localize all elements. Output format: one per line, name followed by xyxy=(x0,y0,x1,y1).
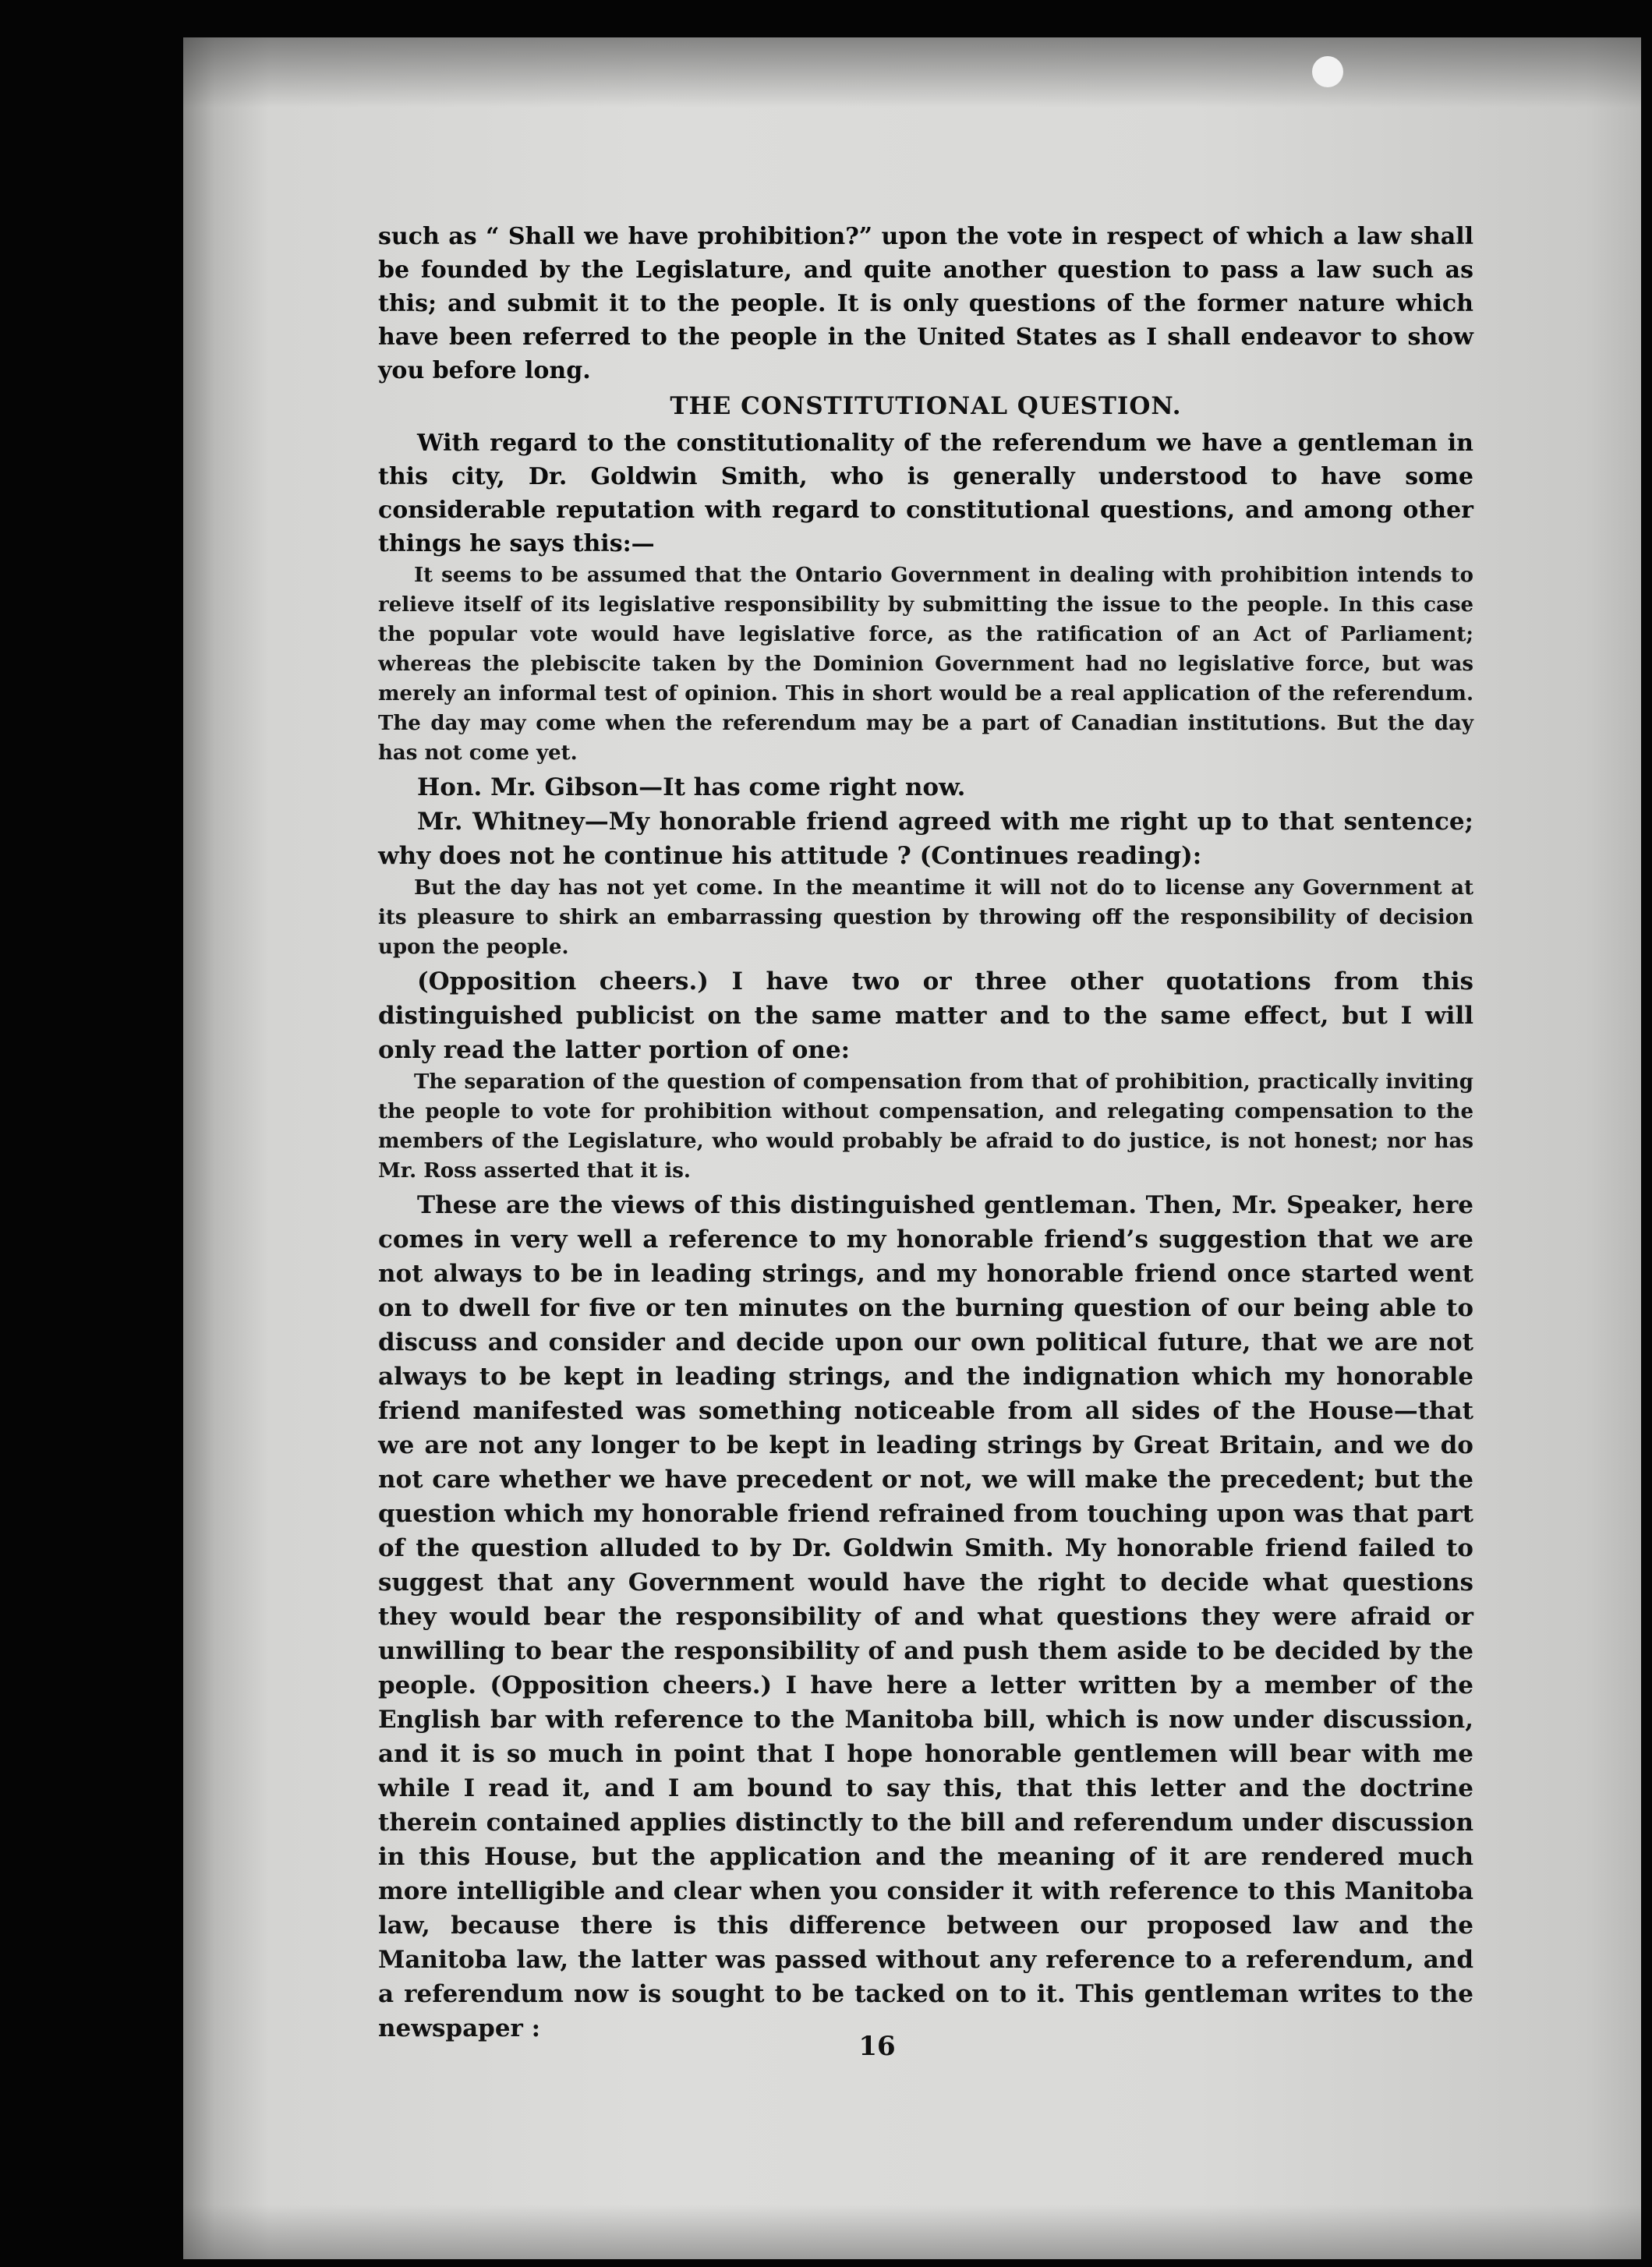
goldwin-smith-quote-1: It seems to be assumed that the Ontario Government in dealing with prohibition intends to relieve itself of its legislative responsibility by submitting the issue to the people. In this case the popular vote would have legislative force, as the ratification of an Act of Parliament; whereas the plebiscite taken by the Dominion Government had no legislative force, but was merely an informal test of opinion. This in short would be a real application of the referendum. The day may come when the referendum may be a part of Canadian institutions. But the day has not come yet. xyxy=(378,564,1473,765)
page-number: 16 xyxy=(858,2031,896,2062)
opposition-cheers-paragraph: (Opposition cheers.) I have two or three other quotations from this distinguished publicist on the same matter and to the same effect, but I will only read the latter portion of one: xyxy=(378,967,1473,1064)
main-argument-paragraph: These are the views of this distinguished gentleman. Then, Mr. Speaker, here comes in very well a reference to my honorable friend’s suggestion that we are not always to be in leading strings, and my honorable friend once started went on to dwell for five or ten minutes on the burning question of our being able to discuss and consider and decide upon our own political future, that we are not always to be kept in leading strings, and the indignation which my honorable friend manifested was something noticeable from all sides of the House—that we are not any longer to be kept in leading strings by Great Britain, and we do not care whether we have precedent or not, we will make the precedent; but the question which my honorable friend refrained from touching upon was that part of the question alluded to by Dr. Goldwin Smith. My honorable friend failed to suggest that any Government would have the right to decide what questions they would bear the responsibility of and what questions they were afraid or unwilling to bear the responsibility of and push them aside to be decided by the people. (Opposition cheers.) I have here a letter written by a member of the English bar with reference to the Manitoba bill, which is now under discussion, and it is so much in point that I hope honorable gentlemen will bear with me while I read it, and I am bound to say this, that this letter and the doctrine therein contained applies distinctly to the bill and referendum under discussion in this House, but the application and the meaning of it are rendered much more intelligible and clear when you consider it with reference to this Manitoba law, because there is this difference between our proposed law and the Manitoba law, the latter was passed without any reference to a referendum, and a referendum now is sought to be tacked on to it. This gentleman writes to the newspaper : xyxy=(378,1191,1473,2042)
page-shadow-bottom xyxy=(183,2205,1641,2259)
page-shadow-top xyxy=(183,37,1641,108)
gibson-interjection: Hon. Mr. Gibson—It has come right now. xyxy=(417,773,966,801)
opening-paragraph: such as “ Shall we have prohibition?” upon the vote in respect of which a law shall be founded by the Legislature, and quite another question to pass a law such as this; and submit it to the people. It is only questions of the former nature which have been referred to the people in the United States as I shall endeavor to show you before long. xyxy=(378,223,1473,384)
page-text xyxy=(378,220,1473,2046)
punch-hole xyxy=(1312,56,1343,87)
goldwin-smith-quote-2: But the day has not yet come. In the meantime it will not do to license any Government at its pleasure to shirk an embarrassing question by throwing off the responsibility of decision upon the people. xyxy=(378,876,1473,959)
whitney-reply: Mr. Whitney—My honorable friend agreed with me right up to that sentence; why does not he continue his attitude ? (Continues reading): xyxy=(378,808,1473,870)
goldwin-smith-quote-3: The separation of the question of compensation from that of prohibition, practically inviting the people to vote for prohibition without compensation, and relegating compensation to the members of the Legislature, who would probably be afraid to do justice, is not honest; nor has Mr. Ross asserted that it is. xyxy=(378,1070,1473,1183)
section-heading: THE CONSTITUTIONAL QUESTION. xyxy=(670,392,1182,420)
constitutionality-paragraph: With regard to the constitutionality of the referendum we have a gentleman in this city, Dr. Goldwin Smith, who is generally understood to have some considerable reputation with regard to constitutional questions, and among other things he says this:— xyxy=(378,430,1473,557)
